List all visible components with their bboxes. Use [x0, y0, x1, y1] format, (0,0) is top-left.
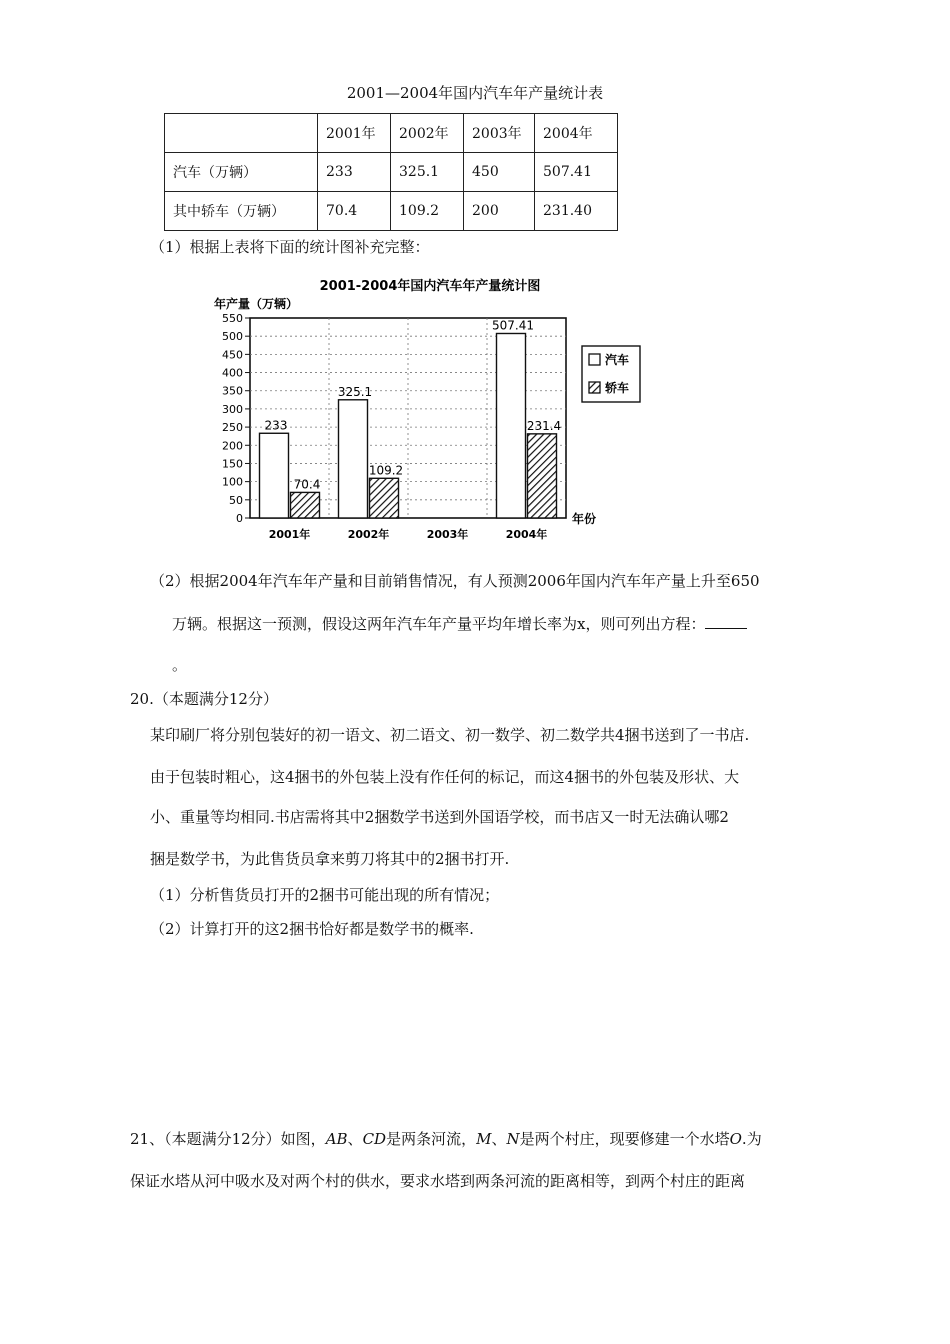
table-cell: 70.4 — [318, 192, 391, 231]
q19-part2-line2 — [172, 613, 747, 634]
bars — [260, 318, 562, 518]
q20-sub2: （2）计算打开的这2捆书恰好都是数学书的概率. — [150, 920, 474, 938]
q21-text: 是两个村庄，现要修建一个水塔 — [519, 1130, 730, 1148]
data-label: 507.41 — [492, 318, 534, 333]
x-tick-label: 2004年 — [505, 528, 548, 541]
q20-para-line: 某印刷厂将分别包装好的初一语文、初二语文、初一数学、初二数学共4捆书送到了一书店. — [150, 726, 750, 744]
table-cell: 其中轿车（万辆） — [165, 192, 318, 231]
q20-sub1: （1）分析售货员打开的2捆书可能出现的所有情况； — [150, 886, 500, 904]
table-header-cell: 2004年 — [535, 114, 618, 153]
table-header-cell — [165, 114, 318, 153]
bar-sedan — [370, 478, 399, 518]
y-tick-label: 300 — [222, 402, 243, 416]
legend-swatch-sedan-icon — [589, 382, 600, 393]
chart-legend — [582, 346, 640, 402]
table-cell: 109.2 — [391, 192, 464, 231]
q21-symbol: M — [476, 1130, 492, 1148]
bar-car — [260, 433, 289, 518]
table-header-cell: 2003年 — [464, 114, 535, 153]
q21-text: .为 — [741, 1130, 762, 1148]
data-label: 70.4 — [293, 477, 321, 492]
q19-part2-line2-text: 万辆。根据这一预测，假设这两年汽车年产量平均年增长率为x，则可列出方程： — [172, 615, 706, 633]
x-tick-labels — [269, 527, 548, 541]
y-tick-label: 400 — [222, 366, 243, 380]
table-row — [165, 192, 618, 231]
q20-para-line: 捆是数学书，为此售货员拿来剪刀将其中的2捆书打开. — [150, 850, 510, 868]
production-table — [164, 113, 618, 231]
y-axis-label: 年产量（万辆） — [214, 297, 299, 311]
y-tick-label: 200 — [222, 439, 243, 453]
table-cell: 450 — [464, 153, 535, 192]
y-tick-label: 100 — [222, 475, 243, 489]
data-label: 231.4 — [526, 418, 562, 433]
legend-swatch-car-icon — [589, 354, 600, 365]
table-header-cell: 2002年 — [391, 114, 464, 153]
y-tick-label: 0 — [236, 512, 243, 525]
q20-para-line: 小、重量等均相同.书店需将其中2捆数学书送到外国语学校，而书店又一时无法确认哪2 — [150, 808, 729, 826]
y-tick-label: 500 — [222, 330, 243, 344]
y-tick-label: 450 — [222, 348, 243, 362]
y-tick-labels — [222, 312, 243, 525]
q21-text: 21、（本题满分12分）如图， — [130, 1130, 326, 1148]
q19-part1: （1）根据上表将下面的统计图补充完整： — [150, 238, 430, 256]
y-tick-label: 50 — [229, 493, 243, 507]
q21-symbol: AB — [325, 1130, 348, 1148]
q19-part2-line1: （2）根据2004年汽车年产量和目前销售情况，有人预测2006年国内汽车年产量上升至650 — [150, 572, 760, 590]
table-cell: 233 — [318, 153, 391, 192]
table-cell: 汽车（万辆） — [165, 153, 318, 192]
legend-label-car: 汽车 — [605, 353, 630, 367]
table-title: 2001—2004年国内汽车年产量统计表 — [346, 84, 604, 102]
table-row — [165, 153, 618, 192]
q21-line1 — [130, 1128, 762, 1149]
data-label: 325.1 — [337, 384, 373, 399]
production-bar-chart — [200, 268, 650, 550]
bar-sedan — [528, 434, 557, 518]
table-cell: 507.41 — [535, 153, 618, 192]
table-header-row — [165, 114, 618, 153]
chart-title: 2001-2004年国内汽车年产量统计图 — [319, 279, 541, 294]
x-tick-label: 2001年 — [268, 528, 311, 541]
q21-text: 、 — [491, 1130, 507, 1148]
bar-sedan — [291, 492, 320, 518]
x-tick-label: 2002年 — [347, 528, 390, 541]
x-tick-label: 2003年 — [426, 528, 469, 541]
table-header-cell: 2001年 — [318, 114, 391, 153]
q21-text: 、 — [347, 1130, 363, 1148]
y-tick-label: 150 — [222, 457, 243, 471]
y-tick-label: 350 — [222, 384, 243, 398]
bar-car — [497, 333, 526, 518]
q19-part2-line3: 。 — [172, 656, 188, 674]
q20-header: 20.（本题满分12分） — [130, 690, 278, 708]
q21-line2: 保证水塔从河中吸水及对两个村的供水，要求水塔到两条河流的距离相等，到两个村庄的距离 — [130, 1172, 746, 1190]
q21-text: 是两条河流， — [386, 1130, 477, 1148]
legend-label-sedan: 轿车 — [605, 381, 630, 395]
data-label: 109.2 — [368, 463, 404, 478]
data-label: 233 — [264, 418, 288, 433]
table-cell: 200 — [464, 192, 535, 231]
q20-para-line: 由于包装时粗心，这4捆书的外包装上没有作任何的标记，而这4捆书的外包装及形状、大 — [150, 768, 740, 786]
q21-symbol: CD — [362, 1130, 387, 1148]
q21-symbol: O — [729, 1130, 742, 1148]
table-cell: 325.1 — [391, 153, 464, 192]
y-tick-label: 550 — [222, 312, 243, 325]
table-cell: 231.40 — [535, 192, 618, 231]
y-tick-label: 250 — [222, 421, 243, 435]
answer-blank[interactable] — [705, 614, 747, 629]
bar-car — [339, 400, 368, 518]
q21-symbol: N — [506, 1130, 520, 1148]
x-axis-label: 年份 — [572, 512, 597, 526]
